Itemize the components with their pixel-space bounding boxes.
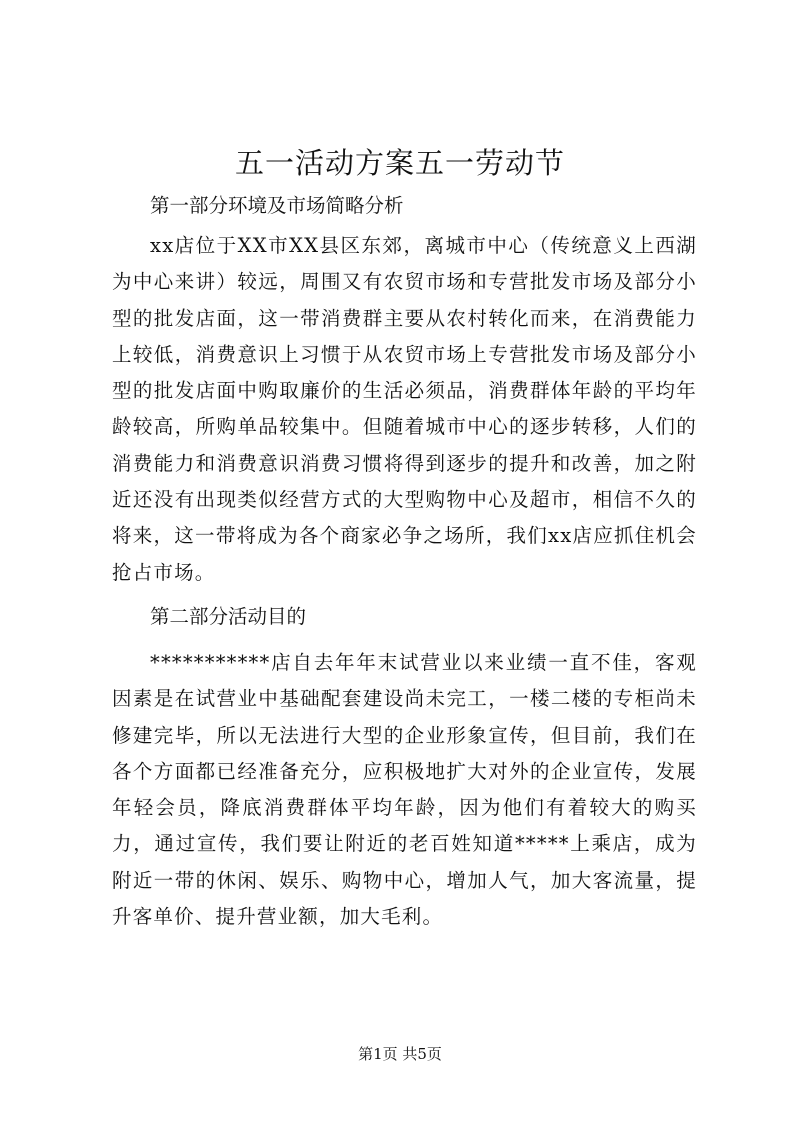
document-title: 五一活动方案五一劳动节 [234, 146, 565, 180]
document-body [112, 188, 697, 935]
paragraph-activity-purpose: ***********店自去年年末试营业以来业绩一直不佳，客观因素是在试营业中基础配套建设尚未完工，一楼二楼的专柜尚未修建完毕，所以无法进行大型的企业形象宣传，但目前，我们在各个方面都已经准备充分，应积极地扩大对外的企业宣传，发展年轻会员，降底消费群体平均年龄，因为他们有着较大的购买力，通过宣传，我们要让附近的老百姓知道*****上乘店，成为附近一带的休闲、娱乐、购物中心，增加人气，加大客流量，提升客单价、提升营业额，加大毛利。 [112, 650, 697, 929]
page-number-footer: 第1页 共5页 [358, 1045, 442, 1063]
section-heading-activity-purpose: 第二部分活动目的 [150, 604, 307, 628]
section-heading-environment-analysis: 第一部分环境及市场简略分析 [150, 194, 404, 217]
paragraph-market-analysis: xx店位于XX市XX县区东郊，离城市中心（传统意义上西湖为中心来讲）较远，周围又有农贸市场和专营批发市场及部分小型的批发店面，这一带消费群主要从农村转化而来，在消费能力上较低，消费意识上习惯于从农贸市场上专营批发市场及部分小型的批发店面中购取廉价的生活必须品，消费群体年龄的平均年龄较高，所购单品较集中。但随着城市中心的逐步转移，人们的消费能力和消费意识消费习惯将得到逐步的提升和改善，加之附近还没有出现类似经营方式的大型购物中心及超市，相信不久的将来，这一带将成为各个商家必争之场所，我们xx店应抓住机会抢占市场。 [112, 234, 697, 584]
